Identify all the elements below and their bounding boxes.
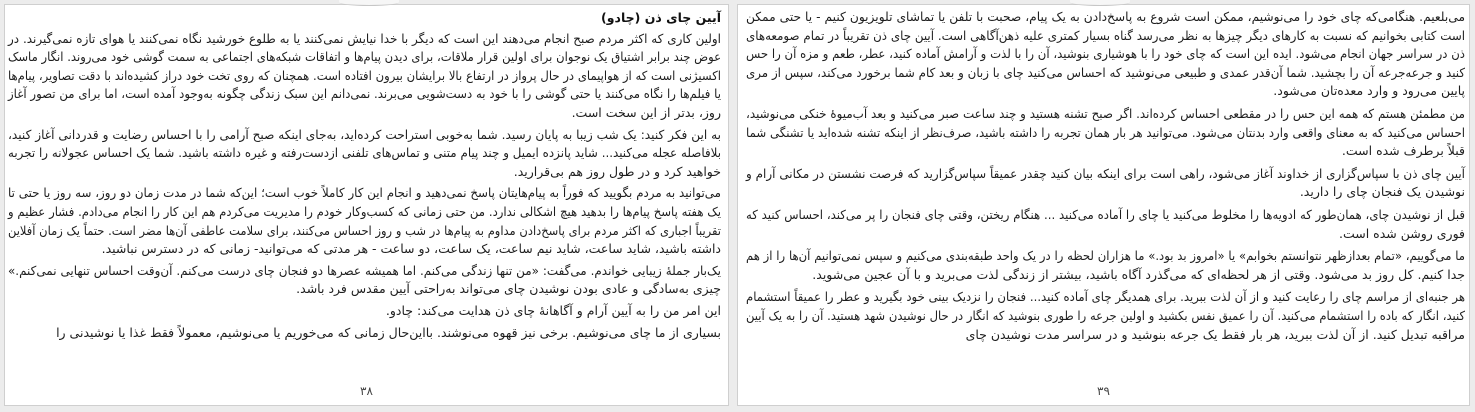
paragraph [746, 105, 1465, 161]
paragraph [8, 126, 721, 182]
text-line: بلافاصله عجله می‌کنید... شاید پانزده ایمیل و چند پیام متنی و تماس‌های تلفنی ازدست‌رفته و غیره داشته باشید. شما یک احساس عجولانه را تجربه [8, 145, 721, 161]
text-line: قبلاً برطرف شده است. [1341, 143, 1465, 159]
text-line: تقریباً اجباری که اکثر مردم برای پاسخ‌دادن مداوم به پیام‌ها در شب و روز احساس می‌کنند، برای سلامت عاطفی آن‌ها مضر است. حتماً یک زمان آفلاین [8, 222, 721, 238]
text-line: کنید، انگار که باده را استشمام می‌کنید. آن را عمیق نفس بکشید و اولین جرعه را طوری بنوشید که انگار در حال نوشیدن شهد هستید. آن را به یک آیین [746, 307, 1465, 323]
text-line: آیین چای ذن با سپاس‌گزاری از خداوند آغاز می‌شود، راهی است برای اینکه بیان کنید چقدر عمیقاً سپاس‌گزارید که فرصت نشستن در مکانی آرام و [746, 165, 1465, 181]
page-text [746, 8, 1465, 344]
paragraph [746, 165, 1465, 202]
chapter-title: آیین چای ذن (چادو) [601, 10, 721, 25]
paragraph [8, 324, 721, 343]
text-line: احساس می‌کنید که به معنای واقعی وارد بدنتان می‌شود. می‌توانید هر بار همان تجربه را داشته باشید، صرف‌نظر از اینکه تشنه شده‌اید یا تشنگی شما [746, 124, 1465, 140]
text-line: یک هفته پاسخ پیام‌ها را بدهید هیچ اشکالی ندارد. من حتی زمانی که کسب‌وکار خودم را مدیریت می‌کردم هم این کار را انجام می‌دادم. فشار عظیم و [8, 203, 721, 219]
paragraph [746, 206, 1465, 243]
text-line: جدا کنیم. کل روز بد می‌شود. وقتی از هر لحظه‌ای که می‌گذرد آگاه باشید، بیشتر از زندگی لذت می‌برید و با آن عجین می‌شوید. [812, 266, 1465, 282]
text-line: بسیاری از ما چای می‌نوشیم. برخی نیز قهوه می‌نوشند. بااین‌حال زمانی که می‌خوریم یا می‌نوشیم، معمولاً فقط غذا یا نوشیدنی را [56, 324, 721, 340]
text-line: اکسیژنی است که از هواپیمای در حال پرواز در ارتفاع بالا برایشان بیرون افتاده است. همچنان که روی تخت خود دراز کشیده‌اند با دقت تصاویر، پیام‌ها [8, 67, 721, 83]
text-line: روز، بدتر از این سخت است. [571, 104, 721, 120]
text-line: کنید و جرعه‌جرعه آن را بچشید. شما آن‌قدر عمدی و طبیعی می‌نوشید که احساس می‌کنید چای با زبان و بعد کام شما برخورد می‌کند، سپس از مری [746, 64, 1465, 80]
paragraph [746, 247, 1465, 284]
text-line: هر جنبه‌ای از مراسم چای را رعایت کنید و از آن لذت ببرید. برای همدیگر چای آماده کنید... فنجان را نزدیک بینی خود بگیرید و عطر را عمیقاً استشمام [746, 289, 1465, 305]
text-line: من مطمئن هستم که همه این حس را در مقطعی احساس کرده‌اند. اگر صبح تشنه هستید و چند ساعت صبر می‌کنید و بعد آب‌میوهٔ خنکی می‌نوشید، [746, 105, 1465, 121]
paragraph [746, 8, 1465, 101]
paragraph [746, 288, 1465, 344]
text-line: ذن در سراسر جهان انجام می‌شود. ایده این است که چای خود را با هوشیاری بنوشید، آن را با لذت و آرامش آماده کنید، عطر، طعم و مزه آن را حس [746, 46, 1465, 62]
text-line: پایین می‌رود و وارد معده‌تان می‌شود. [1273, 83, 1465, 99]
page-text [8, 9, 721, 342]
paragraph [8, 262, 721, 299]
page-number: ۳۹ [1097, 384, 1110, 398]
text-line: چیزی به‌سادگی و عادی بودن نوشیدن چای می‌تواند به‌راحتی آیین مقدس فرد باشد. [296, 281, 721, 297]
page-number: ۳۸ [360, 384, 373, 398]
text-line: اولین کاری که اکثر مردم صبح انجام می‌دهند این است که دیگر با خدا نیایش نمی‌کنند یا به طلوع خورشید نگاه نمی‌کنند یا هوای تازه نمی‌گیرند. در [8, 30, 721, 46]
text-line: است کتابی بخوانیم که نسبت به کارهای دیگر چیزها به نظر می‌رسد گناه بسیار کمتری علیه ذهن‌آگاهی است. آیین چای ذن تقریباً در تمام صومعه‌های [746, 27, 1465, 43]
text-line: به این فکر کنید: یک شب زیبا به پایان رسید. شما به‌خوبی استراحت کرده‌اید، به‌جای اینکه صبح آرامی را با احساس رضایت و قدردانی آغاز کنید، [8, 126, 721, 142]
text-line: داشته باشید، شاید ساعت، شاید نیم ساعت، یک ساعت، دو ساعت - هر مدتی که می‌توانید- زمانی که در دسترس نباشید. [101, 241, 721, 257]
text-line: یا فیلم‌ها را نگاه می‌کنند یا حتی گوشی را با خود به دست‌شویی می‌برند. نمی‌دانم این سبک زندگی چگونه به‌وجود آمده است، اما برای من تصور آغاز [8, 86, 721, 102]
text-line: نوشیدن یک فنجان چای را دارید. [1299, 184, 1465, 200]
page-left[interactable] [4, 4, 729, 406]
paragraph [8, 302, 721, 321]
text-line: ما می‌گوییم، «تمام بعدازظهر نتوانستم بخوابم» یا «امروز بد بود.» ما هزاران لحظه را در یک واحد طبقه‌بندی می‌کنیم و سپس نمی‌توانیم آن‌ها را از هم [746, 248, 1465, 264]
text-line: فوری روشن شده است. [1338, 225, 1465, 241]
text-line: مراقبه تبدیل کنید. از آن لذت ببرید، هر بار فقط یک جرعه بنوشید و در سراسر مدت نوشیدن چای [965, 326, 1465, 342]
page-right[interactable] [737, 4, 1470, 406]
paragraph [8, 30, 721, 123]
text-line: خواهید کرد و در طول روز هم بی‌قرارید. [513, 163, 721, 179]
text-line: عوض چند برابر اشتیاق یک نوجوان برای اولین قرار ملاقات، برای دیدن پیام‌ها و اتفاقات شبکه‌های اجتماعی به سمت گوشی خود می‌روند. انگار ماسک [8, 49, 721, 65]
text-line: می‌توانید به مردم بگویید که فوراً به پیام‌هایتان پاسخ نمی‌دهید و انجام این کار کاملاً خوب است؛ این‌که شما در مدت زمان دو روز، سه روز یا حتی تا [8, 185, 721, 201]
text-line: قبل از نوشیدن چای، همان‌طور که ادویه‌ها را مخلوط می‌کنید یا چای را آماده می‌کنید ... هنگام ریختن، وقتی چای فنجان را پر می‌کند، احساس کنید که [746, 206, 1465, 222]
text-line: یک‌بار جملهٔ زیبایی خواندم. می‌گفت: «من تنها زندگی می‌کنم. اما همیشه عصرها دو فنجان چای درست می‌کنم. آن‌وقت احساس تنهایی نمی‌کنم.» [8, 262, 721, 278]
text-line: این امر من را به آیین آرام و آگاهانهٔ چای ذن هدایت می‌کند: چادو. [385, 302, 721, 318]
paragraph [8, 184, 721, 258]
text-line: می‌بلعیم. هنگامی‌که چای خود را می‌نوشیم، ممکن است شروع به پاسخ‌دادن به یک پیام، صحبت با تلفن یا تماشای تلویزیون کنیم - یا حتی ممکن [746, 9, 1465, 24]
